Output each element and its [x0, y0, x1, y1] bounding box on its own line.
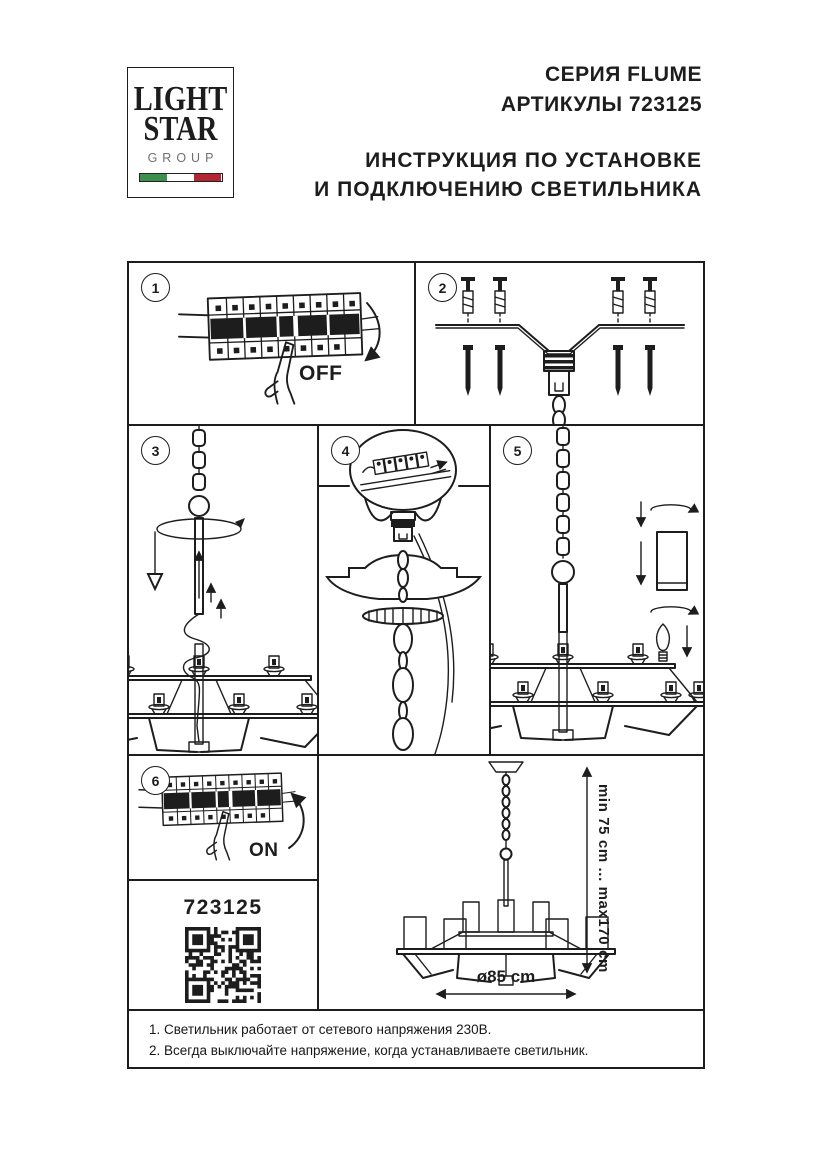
flag-white-segment [167, 174, 193, 181]
threaded-locking-disc [363, 608, 443, 624]
mounting-bracket-illustration [416, 263, 703, 424]
lightstar-logo [127, 67, 234, 198]
chandelier-hanging-illustration [129, 426, 317, 754]
instruction-title-line2: И ПОДКЛЮЧЕНИЮ СВЕТИЛЬНИКА [314, 178, 702, 201]
cylindrical-shade [657, 532, 687, 590]
article-number: 723125 [183, 896, 263, 919]
shade-assembly [641, 502, 691, 614]
article-number-title: АРТИКУЛЫ 723125 [500, 93, 702, 116]
step-number-badge: 3 [141, 436, 170, 465]
step-3-panel [129, 426, 319, 756]
step-number-badge: 2 [428, 273, 457, 302]
hanging-ring [552, 561, 574, 583]
logo-word-group: GROUP [147, 151, 219, 165]
qr-code [185, 927, 261, 1003]
rotate-up-arrow [289, 794, 304, 848]
step-number-badge: 6 [141, 766, 170, 795]
document-titles [314, 60, 702, 204]
dimensions-panel [319, 756, 703, 1011]
note-line-1: 1. Светильник работает от сетевого напряжения 230В. [149, 1022, 492, 1037]
diameter-dimension-label: ø85 cm [476, 967, 536, 986]
threaded-cup-and-chain [544, 351, 574, 424]
power-wire [184, 614, 210, 742]
off-label: OFF [299, 362, 343, 385]
step-4-panel [319, 426, 491, 756]
rotate-down-arrow [366, 303, 380, 360]
safety-notes [129, 1011, 703, 1067]
series-title: СЕРИЯ FLUME [544, 63, 702, 86]
height-dimension-label: min 75 cm ... max170 cm [595, 784, 612, 973]
candle-bulb [657, 624, 687, 661]
step-number-badge: 5 [503, 436, 532, 465]
step-1-panel [129, 263, 416, 426]
step-5-panel [491, 426, 703, 756]
instruction-title-line1: ИНСТРУКЦИЯ ПО УСТАНОВКЕ [365, 149, 702, 172]
wall-anchor-screws [461, 277, 657, 324]
ceiling-canopy [489, 762, 523, 772]
instruction-steps-grid [127, 261, 705, 1069]
rotation-arrow [157, 519, 241, 539]
instruction-title [314, 146, 702, 204]
breaker-off-illustration [129, 263, 414, 424]
step-6-panel [129, 756, 319, 881]
flag-green-segment [140, 174, 168, 181]
italian-flag-stripe [139, 173, 223, 182]
article-qr-panel [129, 881, 319, 1011]
shade-bulb-install-illustration [491, 426, 703, 754]
step-2-panel [416, 263, 703, 426]
logo-word-light: LIGHT [133, 78, 228, 119]
hanging-ring [189, 496, 209, 516]
wiring-closeup-illustration [319, 426, 489, 754]
note-line-2: 2. Всегда выключайте напряжение, когда устанавливаете светильник. [149, 1043, 589, 1058]
chain-links [393, 624, 413, 750]
step-number-badge: 4 [331, 436, 360, 465]
flag-red-segment [194, 174, 222, 181]
step-number-badge: 1 [141, 273, 170, 302]
on-label: ON [249, 840, 279, 861]
logo-word-star: STAR [143, 108, 218, 149]
